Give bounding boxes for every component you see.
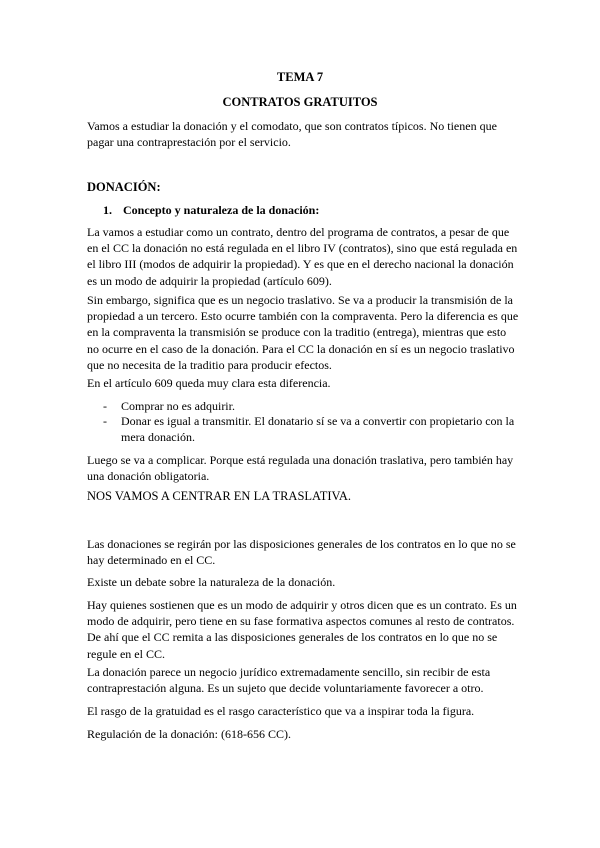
bullet-text: Donar es igual a transmitir. El donatario sí se va a convertir con propietario con la mera donación.	[121, 414, 515, 445]
bullet-dash: -	[103, 414, 107, 428]
subsection-number: 1.	[103, 203, 112, 217]
list-item	[103, 413, 519, 445]
paragraph: Existe un debate sobre la naturaleza de la donación.	[87, 575, 336, 589]
subsection-label: Concepto y naturaleza de la donación:	[123, 203, 320, 217]
paragraph: La vamos a estudiar como un contrato, dentro del programa de contratos, a pesar de que en el CC la donación no está regulada en el libro IV (contratos), sino que está regulada en el libro III (modos de adquirir la propiedad). Y es que en el derecho nacional la donación es un modo de adquirir la propiedad (artículo 609).	[87, 225, 518, 288]
bullet-text: Comprar no es adquirir.	[121, 399, 235, 413]
paragraph: Luego se va a complicar. Porque está regulada una donación traslativa, pero también hay una donación obligatoria.	[87, 453, 514, 484]
emphasis-note: NOS VAMOS A CENTRAR EN LA TRASLATIVA.	[87, 489, 352, 503]
paragraph: La donación parece un negocio jurídico extremadamente sencillo, sin recibir de esta contraprestación alguna. Es un sujeto que decide voluntariamente favorecer a otro.	[87, 665, 491, 696]
section-heading: DONACIÓN:	[87, 180, 161, 194]
subsection-heading	[103, 203, 319, 218]
list-item	[103, 398, 519, 414]
document-subtitle: CONTRATOS GRATUITOS	[222, 95, 378, 109]
document-title: TEMA 7	[276, 70, 324, 84]
paragraph: Sin embargo, significa que es un negocio traslativo. Se va a producir la transmisión de la propiedad a un tercero. Esto ocurre también con la compraventa. Pero la diferencia es que en la compraventa la transmisión se produce con la traditio (entrega), mientras que esto no ocurre en el caso de la donación. Para el CC la donación en sí es un negocio traslativo que no necesita de la traditio para producir efectos.	[87, 293, 519, 372]
paragraph: Hay quienes sostienen que es un modo de adquirir y otros dicen que es un contrato. Es un modo de adquirir, pero tiene en su fase formativa aspectos comunes al resto de contratos. De ahí que el CC remita a las disposiciones generales de los contratos en lo que no se regule en el CC.	[87, 598, 517, 661]
paragraph: Las donaciones se regirán por las disposiciones generales de los contratos en lo que no se hay determinado en el CC.	[87, 537, 516, 568]
paragraph: El rasgo de la gratuidad es el rasgo característico que va a inspirar toda la figura.	[87, 704, 475, 718]
paragraph: Regulación de la donación: (618-656 CC).	[87, 727, 291, 741]
bullet-dash: -	[103, 399, 107, 413]
intro-paragraph: Vamos a estudiar la donación y el comodato, que son contratos típicos. No tienen que pagar una contraprestación por el servicio.	[87, 119, 497, 150]
paragraph: En el artículo 609 queda muy clara esta diferencia.	[87, 376, 331, 390]
